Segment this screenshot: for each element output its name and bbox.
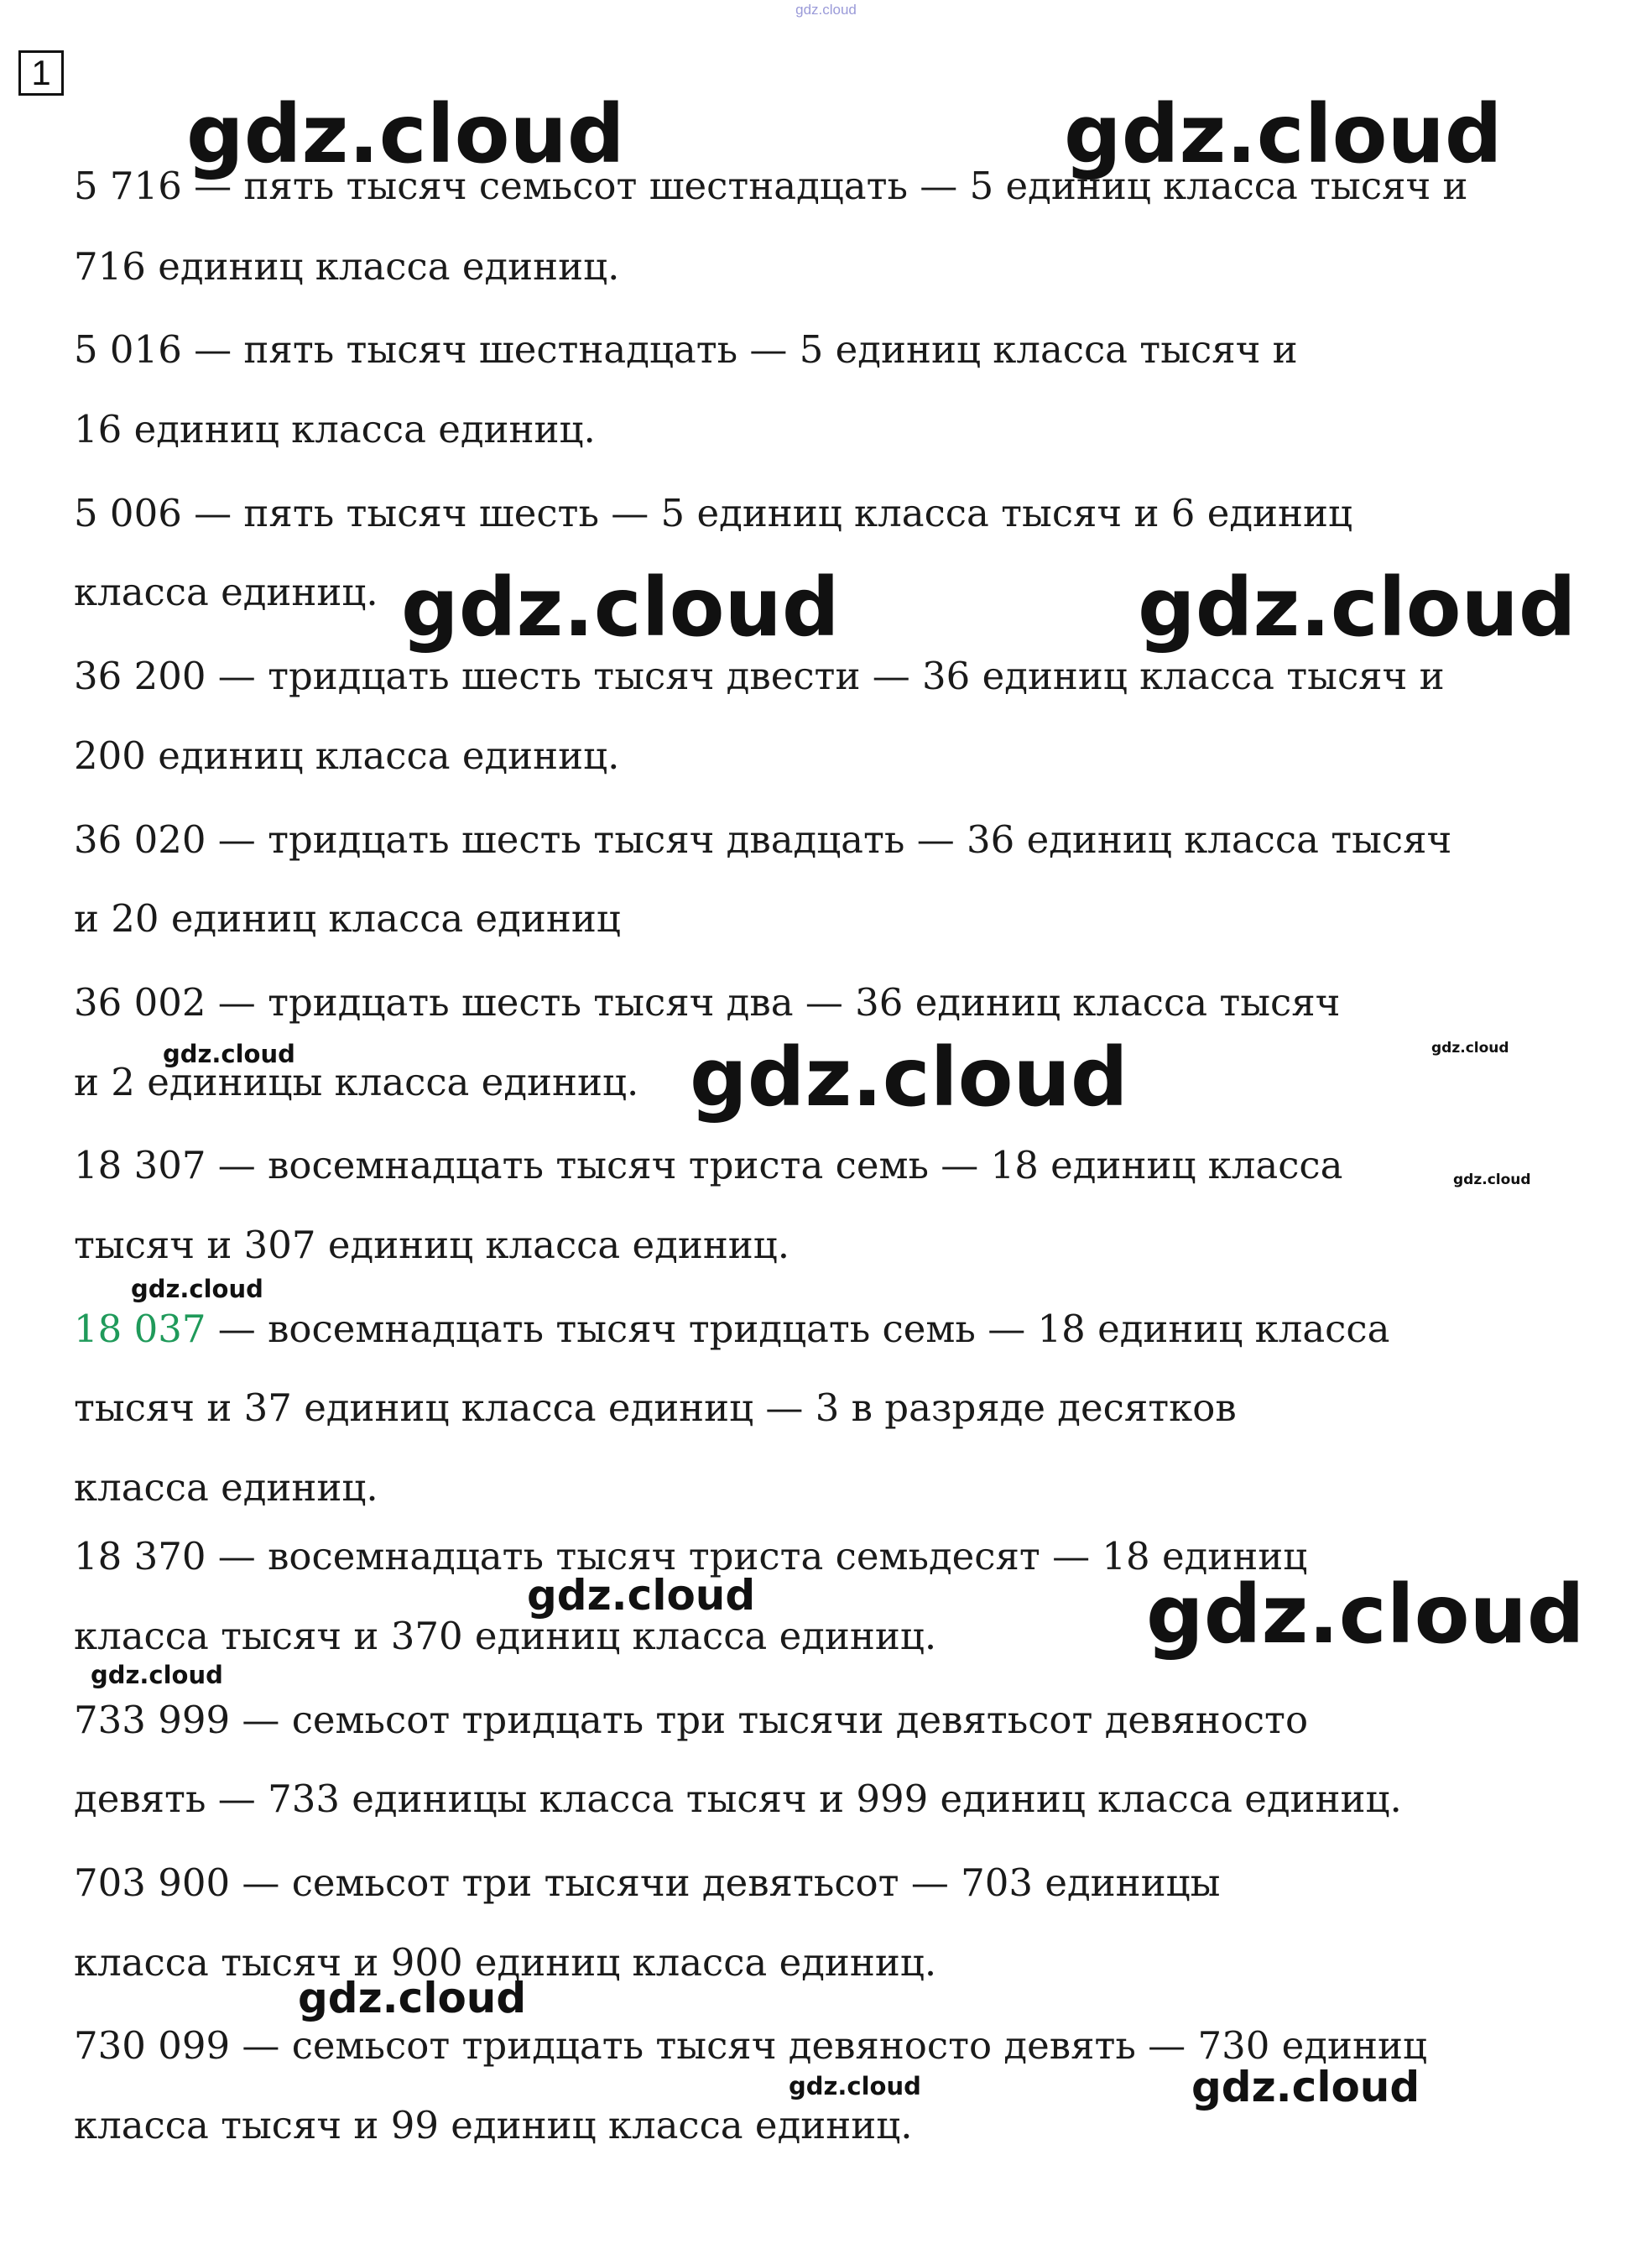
entry-number: 36 020 — [74, 817, 206, 862]
watermark-logo: gdz.cloud — [1191, 2063, 1420, 2111]
watermark-logo: gdz.cloud — [131, 1275, 263, 1303]
entry-line: класса единиц. — [74, 1465, 378, 1510]
entry-line — [74, 817, 1451, 864]
entry-line — [74, 1142, 1342, 1189]
entry-text: — тридцать шесть тысяч двести — 36 единиц класса тысяч и — [206, 654, 1445, 698]
entry-line — [74, 1697, 1308, 1744]
watermark-logo: gdz.cloud — [401, 561, 840, 655]
top-watermark: gdz.cloud — [795, 2, 857, 18]
entry-number: 5 716 — [74, 164, 182, 208]
entry-line — [74, 653, 1445, 700]
entry-line: тысяч и 37 единиц класса единиц — 3 в разряде десятков — [74, 1385, 1237, 1430]
entry-line: тысяч и 307 единиц класса единиц. — [74, 1223, 790, 1267]
entry-text: — пять тысяч шестнадцать — 5 единиц класса тысяч и — [181, 327, 1298, 372]
entry-number: 733 999 — [74, 1698, 231, 1742]
watermark-logo: gdz.cloud — [186, 87, 625, 181]
entry-text: — пять тысяч семьсот шестнадцать — 5 единиц класса тысяч и — [181, 164, 1468, 208]
entry-line — [74, 1860, 1220, 1907]
entry-text: — пять тысяч шесть — 5 единиц класса тысяч и 6 единиц — [181, 491, 1352, 535]
entry-line: класса тысяч и 99 единиц класса единиц. — [74, 2103, 913, 2147]
entry-line: 716 единиц класса единиц. — [74, 244, 620, 289]
entry-text: — восемнадцать тысяч триста семьдесят — 18 единиц — [206, 1534, 1308, 1578]
watermark-logo: gdz.cloud — [1064, 87, 1503, 181]
entry-number: 36 002 — [74, 980, 206, 1025]
entry-line: класса тысяч и 900 единиц класса единиц. — [74, 1940, 937, 1985]
watermark-logo: gdz.cloud — [1431, 1040, 1509, 1057]
entry-number-highlighted: 18 037 — [74, 1307, 206, 1351]
entry-number: 18 307 — [74, 1143, 206, 1187]
entry-line: 200 единиц класса единиц. — [74, 733, 620, 778]
entry-text: — семьсот три тысячи девятьсот — 703 единицы — [230, 1860, 1221, 1905]
entry-text: — тридцать шесть тысяч два — 36 единиц класса тысяч — [206, 980, 1341, 1025]
watermark-logo: gdz.cloud — [1146, 1568, 1585, 1662]
entry-line: 16 единиц класса единиц. — [74, 407, 596, 451]
entry-number: 5 006 — [74, 491, 182, 535]
entry-line: класса единиц. — [74, 570, 378, 614]
entry-number: 36 200 — [74, 654, 206, 698]
entry-text: — восемнадцать тысяч триста семь — 18 единиц класса — [206, 1143, 1343, 1187]
watermark-logo: gdz.cloud — [1138, 561, 1576, 655]
entry-line: девять — 733 единицы класса тысяч и 999 единиц класса единиц. — [74, 1777, 1402, 1821]
entry-line: и 20 единиц класса единиц — [74, 896, 621, 941]
entry-text: — восемнадцать тысяч тридцать семь — 18 единиц класса — [206, 1307, 1390, 1351]
entry-text: — семьсот тридцать тысяч девяносто девять — 730 единиц — [230, 2023, 1427, 2068]
watermark-logo: gdz.cloud — [789, 2072, 921, 2100]
entry-number: 18 370 — [74, 1534, 206, 1578]
entry-line: класса тысяч и 370 единиц класса единиц. — [74, 1614, 937, 1658]
watermark-logo: gdz.cloud — [298, 1974, 527, 2022]
entry-text: — семьсот тридцать три тысячи девятьсот девяносто — [230, 1698, 1309, 1742]
entry-number: 730 099 — [74, 2023, 231, 2068]
watermark-logo: gdz.cloud — [527, 1571, 756, 1620]
entry-line: и 2 единицы класса единиц. — [74, 1060, 639, 1104]
watermark-logo: gdz.cloud — [91, 1661, 223, 1689]
watermark-logo: gdz.cloud — [1453, 1171, 1531, 1188]
entry-number: 5 016 — [74, 327, 182, 372]
entry-line — [74, 1306, 1389, 1353]
entry-text: — тридцать шесть тысяч двадцать — 36 единиц класса тысяч — [206, 817, 1452, 862]
entry-line — [74, 979, 1340, 1026]
watermark-logo: gdz.cloud — [163, 1040, 295, 1068]
entry-number: 703 900 — [74, 1860, 231, 1905]
task-number-box: 1 — [18, 50, 64, 96]
watermark-logo: gdz.cloud — [690, 1031, 1128, 1124]
entry-line — [74, 326, 1298, 373]
entry-line — [74, 490, 1352, 537]
